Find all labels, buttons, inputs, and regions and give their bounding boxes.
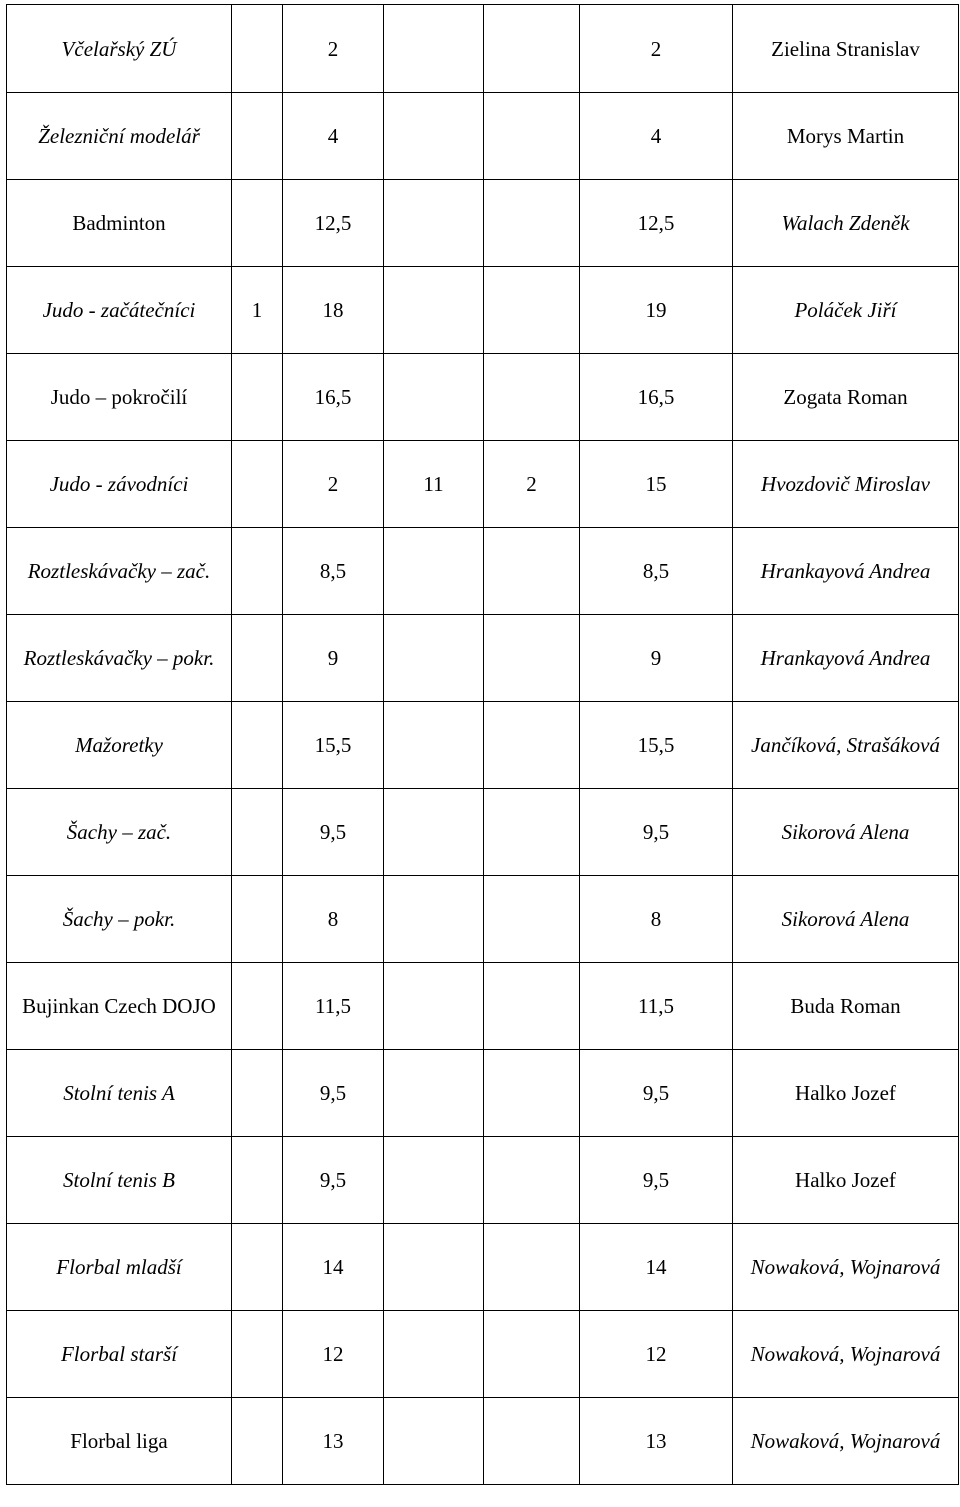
count-col3-cell: 9,5 bbox=[283, 1050, 384, 1137]
activity-name-cell: Stolní tenis B bbox=[7, 1137, 232, 1224]
count-col4-cell bbox=[384, 1224, 484, 1311]
leader-cell: Walach Zdeněk bbox=[733, 180, 959, 267]
leader-cell: Sikorová Alena bbox=[733, 876, 959, 963]
count-col5-cell bbox=[484, 1137, 580, 1224]
leader-cell: Nowaková, Wojnarová bbox=[733, 1398, 959, 1485]
table-row bbox=[7, 354, 959, 441]
total-cell: 8 bbox=[580, 876, 733, 963]
leader-cell: Buda Roman bbox=[733, 963, 959, 1050]
total-cell: 15 bbox=[580, 441, 733, 528]
count-col5-cell bbox=[484, 615, 580, 702]
count-col5-cell bbox=[484, 93, 580, 180]
table-row bbox=[7, 267, 959, 354]
total-cell: 11,5 bbox=[580, 963, 733, 1050]
count-col4-cell bbox=[384, 1050, 484, 1137]
count-col2-cell bbox=[232, 441, 283, 528]
count-col4-cell bbox=[384, 1311, 484, 1398]
count-col3-cell: 8,5 bbox=[283, 528, 384, 615]
total-cell: 19 bbox=[580, 267, 733, 354]
table-row bbox=[7, 702, 959, 789]
total-cell: 12 bbox=[580, 1311, 733, 1398]
activity-table bbox=[6, 4, 959, 1485]
activity-name-cell: Badminton bbox=[7, 180, 232, 267]
table-row bbox=[7, 441, 959, 528]
count-col5-cell bbox=[484, 1398, 580, 1485]
activity-name-cell: Florbal liga bbox=[7, 1398, 232, 1485]
count-col3-cell: 12,5 bbox=[283, 180, 384, 267]
count-col3-cell: 13 bbox=[283, 1398, 384, 1485]
total-cell: 9,5 bbox=[580, 1050, 733, 1137]
count-col4-cell bbox=[384, 963, 484, 1050]
activity-name-cell: Florbal starší bbox=[7, 1311, 232, 1398]
count-col3-cell: 11,5 bbox=[283, 963, 384, 1050]
table-row bbox=[7, 1137, 959, 1224]
total-cell: 14 bbox=[580, 1224, 733, 1311]
total-cell: 12,5 bbox=[580, 180, 733, 267]
table-row bbox=[7, 1398, 959, 1485]
table-row bbox=[7, 1050, 959, 1137]
leader-cell: Hrankayová Andrea bbox=[733, 615, 959, 702]
activity-name-cell: Florbal mladší bbox=[7, 1224, 232, 1311]
count-col4-cell bbox=[384, 615, 484, 702]
activity-name-cell: Bujinkan Czech DOJO bbox=[7, 963, 232, 1050]
count-col3-cell: 9,5 bbox=[283, 789, 384, 876]
count-col2-cell bbox=[232, 615, 283, 702]
count-col3-cell: 15,5 bbox=[283, 702, 384, 789]
count-col3-cell: 18 bbox=[283, 267, 384, 354]
count-col4-cell bbox=[384, 267, 484, 354]
leader-cell: Jančíková, Strašáková bbox=[733, 702, 959, 789]
count-col2-cell bbox=[232, 702, 283, 789]
leader-cell: Sikorová Alena bbox=[733, 789, 959, 876]
table-row bbox=[7, 1224, 959, 1311]
total-cell: 16,5 bbox=[580, 354, 733, 441]
count-col4-cell bbox=[384, 5, 484, 93]
total-cell: 13 bbox=[580, 1398, 733, 1485]
count-col5-cell bbox=[484, 354, 580, 441]
count-col5-cell bbox=[484, 789, 580, 876]
table-row bbox=[7, 93, 959, 180]
leader-cell: Halko Jozef bbox=[733, 1050, 959, 1137]
count-col5-cell bbox=[484, 180, 580, 267]
count-col5-cell bbox=[484, 963, 580, 1050]
count-col3-cell: 8 bbox=[283, 876, 384, 963]
count-col3-cell: 9,5 bbox=[283, 1137, 384, 1224]
leader-cell: Halko Jozef bbox=[733, 1137, 959, 1224]
count-col4-cell: 11 bbox=[384, 441, 484, 528]
activity-name-cell: Roztleskávačky – pokr. bbox=[7, 615, 232, 702]
leader-cell: Zielina Stranislav bbox=[733, 5, 959, 93]
count-col3-cell: 16,5 bbox=[283, 354, 384, 441]
count-col2-cell bbox=[232, 1311, 283, 1398]
leader-cell: Hvozdovič Miroslav bbox=[733, 441, 959, 528]
activity-name-cell: Železniční modelář bbox=[7, 93, 232, 180]
count-col4-cell bbox=[384, 702, 484, 789]
activity-name-cell: Mažoretky bbox=[7, 702, 232, 789]
table-row bbox=[7, 1311, 959, 1398]
count-col3-cell: 4 bbox=[283, 93, 384, 180]
total-cell: 9,5 bbox=[580, 1137, 733, 1224]
count-col3-cell: 2 bbox=[283, 5, 384, 93]
total-cell: 4 bbox=[580, 93, 733, 180]
table-body bbox=[7, 5, 959, 1485]
leader-cell: Poláček Jiří bbox=[733, 267, 959, 354]
activity-name-cell: Šachy – pokr. bbox=[7, 876, 232, 963]
table-row bbox=[7, 963, 959, 1050]
count-col2-cell bbox=[232, 876, 283, 963]
table-row bbox=[7, 528, 959, 615]
count-col4-cell bbox=[384, 1398, 484, 1485]
count-col2-cell bbox=[232, 5, 283, 93]
count-col5-cell bbox=[484, 876, 580, 963]
table-row bbox=[7, 876, 959, 963]
count-col2-cell bbox=[232, 180, 283, 267]
activity-name-cell: Roztleskávačky – zač. bbox=[7, 528, 232, 615]
leader-cell: Morys Martin bbox=[733, 93, 959, 180]
count-col3-cell: 2 bbox=[283, 441, 384, 528]
activity-name-cell: Judo - závodníci bbox=[7, 441, 232, 528]
activity-name-cell: Judo - začátečníci bbox=[7, 267, 232, 354]
activity-name-cell: Šachy – zač. bbox=[7, 789, 232, 876]
table-row bbox=[7, 180, 959, 267]
count-col5-cell bbox=[484, 1224, 580, 1311]
count-col3-cell: 14 bbox=[283, 1224, 384, 1311]
activity-name-cell: Stolní tenis A bbox=[7, 1050, 232, 1137]
count-col4-cell bbox=[384, 180, 484, 267]
count-col4-cell bbox=[384, 876, 484, 963]
count-col2-cell bbox=[232, 1398, 283, 1485]
leader-cell: Nowaková, Wojnarová bbox=[733, 1311, 959, 1398]
count-col5-cell: 2 bbox=[484, 441, 580, 528]
leader-cell: Zogata Roman bbox=[733, 354, 959, 441]
count-col5-cell bbox=[484, 528, 580, 615]
count-col2-cell bbox=[232, 93, 283, 180]
total-cell: 8,5 bbox=[580, 528, 733, 615]
activity-name-cell: Včelařský ZÚ bbox=[7, 5, 232, 93]
table-row bbox=[7, 5, 959, 93]
count-col2-cell bbox=[232, 789, 283, 876]
count-col2-cell bbox=[232, 1137, 283, 1224]
count-col2-cell: 1 bbox=[232, 267, 283, 354]
count-col2-cell bbox=[232, 963, 283, 1050]
count-col5-cell bbox=[484, 1311, 580, 1398]
count-col5-cell bbox=[484, 1050, 580, 1137]
count-col2-cell bbox=[232, 1050, 283, 1137]
count-col4-cell bbox=[384, 528, 484, 615]
leader-cell: Nowaková, Wojnarová bbox=[733, 1224, 959, 1311]
count-col4-cell bbox=[384, 1137, 484, 1224]
total-cell: 9 bbox=[580, 615, 733, 702]
table-row bbox=[7, 789, 959, 876]
count-col5-cell bbox=[484, 5, 580, 93]
count-col4-cell bbox=[384, 789, 484, 876]
count-col4-cell bbox=[384, 354, 484, 441]
total-cell: 2 bbox=[580, 5, 733, 93]
count-col3-cell: 9 bbox=[283, 615, 384, 702]
count-col2-cell bbox=[232, 354, 283, 441]
count-col4-cell bbox=[384, 93, 484, 180]
count-col2-cell bbox=[232, 528, 283, 615]
leader-cell: Hrankayová Andrea bbox=[733, 528, 959, 615]
count-col5-cell bbox=[484, 267, 580, 354]
total-cell: 9,5 bbox=[580, 789, 733, 876]
count-col2-cell bbox=[232, 1224, 283, 1311]
count-col3-cell: 12 bbox=[283, 1311, 384, 1398]
table-row bbox=[7, 615, 959, 702]
activity-name-cell: Judo – pokročilí bbox=[7, 354, 232, 441]
total-cell: 15,5 bbox=[580, 702, 733, 789]
count-col5-cell bbox=[484, 702, 580, 789]
